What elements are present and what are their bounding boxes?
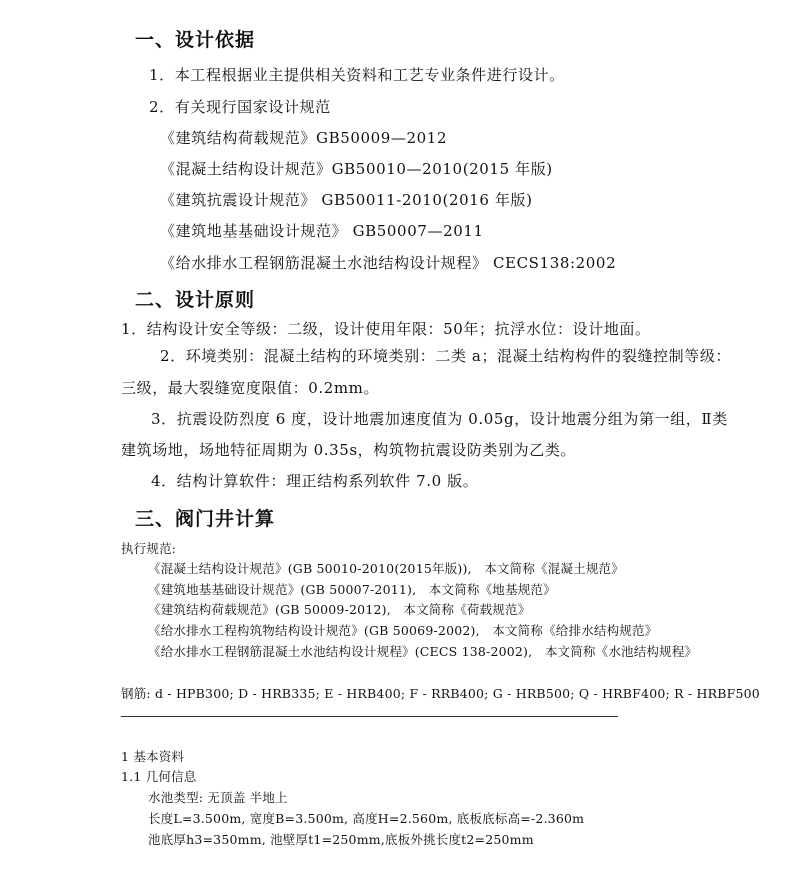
exec-code-load: 《建筑结构荷载规范》(GB 50009-2012), 本文简称《荷载规范》: [148, 602, 531, 617]
section3-heading: 三、阀门井计算: [135, 508, 276, 530]
code-concrete: 《混凝土结构设计规范》GB50010—2010(2015 年版): [160, 160, 553, 178]
section2-heading: 二、设计原则: [135, 289, 256, 311]
exec-code-structure: 《给水排水工程构筑物结构设计规范》(GB 50069-2002), 本文简称《给排水结构规范》: [148, 623, 658, 638]
principle-3-cont: 建筑场地，场地特征周期为 0.35s，构筑物抗震设防类别为乙类。: [121, 441, 577, 459]
principle-3: 3．抗震设防烈度 6 度，设计地震加速度值为 0.05g，设计地震分组为第一组，Ⅱ类: [151, 410, 728, 428]
section1-heading: 一、设计依据: [135, 29, 256, 51]
exec-code-foundation: 《建筑地基基础设计规范》(GB 50007-2011), 本文简称《地基规范》: [148, 582, 556, 597]
exec-code-water-tank: 《给水排水工程钢筋混凝土水池结构设计规程》(CECS 138-2002), 本文简称《水池结构规程》: [148, 644, 698, 659]
separator-rule: [121, 716, 618, 717]
geometry-title: 1.1 几何信息: [121, 769, 197, 784]
principle-2-cont: 三级，最大裂缝宽度限值：0.2mm。: [121, 379, 380, 397]
geometry-dimensions: 长度L=3.500m, 宽度B=3.500m, 高度H=2.560m, 底板底标高=-2.360m: [148, 811, 585, 826]
principle-2: 2．环境类别：混凝土结构的环境类别：二类 a；混凝土结构构件的裂缝控制等级：: [160, 347, 732, 365]
code-load: 《建筑结构荷载规范》GB50009—2012: [160, 129, 448, 147]
section1-item2: 2．有关现行国家设计规范: [149, 98, 331, 116]
geometry-thickness: 池底厚h3=350mm, 池壁厚t1=250mm,底板外挑长度t2=250mm: [148, 832, 534, 847]
code-seismic: 《建筑抗震设计规范》 GB50011-2010(2016 年版): [160, 191, 533, 209]
basic-info-title: 1 基本资料: [121, 749, 185, 764]
rebar-legend: 钢筋: d - HPB300; D - HRB335; E - HRB400; F - RRB400; G - HRB500; Q - HRBF400; R - HRBF500: [121, 686, 760, 701]
exec-label: 执行规范:: [121, 541, 177, 556]
code-water-tank: 《给水排水工程钢筋混凝土水池结构设计规程》 CECS138:2002: [160, 254, 617, 272]
principle-1: 1．结构设计安全等级：二级，设计使用年限：50年；抗浮水位：设计地面。: [121, 320, 651, 338]
exec-code-concrete: 《混凝土结构设计规范》(GB 50010-2010(2015年版)), 本文简称《混凝土规范》: [148, 561, 624, 576]
code-foundation: 《建筑地基基础设计规范》 GB50007—2011: [160, 222, 484, 240]
geometry-pool-type: 水池类型: 无顶盖 半地上: [148, 790, 288, 805]
section1-item1: 1．本工程根据业主提供相关资料和工艺专业条件进行设计。: [149, 66, 565, 84]
principle-4: 4．结构计算软件：理正结构系列软件 7.0 版。: [151, 472, 479, 490]
